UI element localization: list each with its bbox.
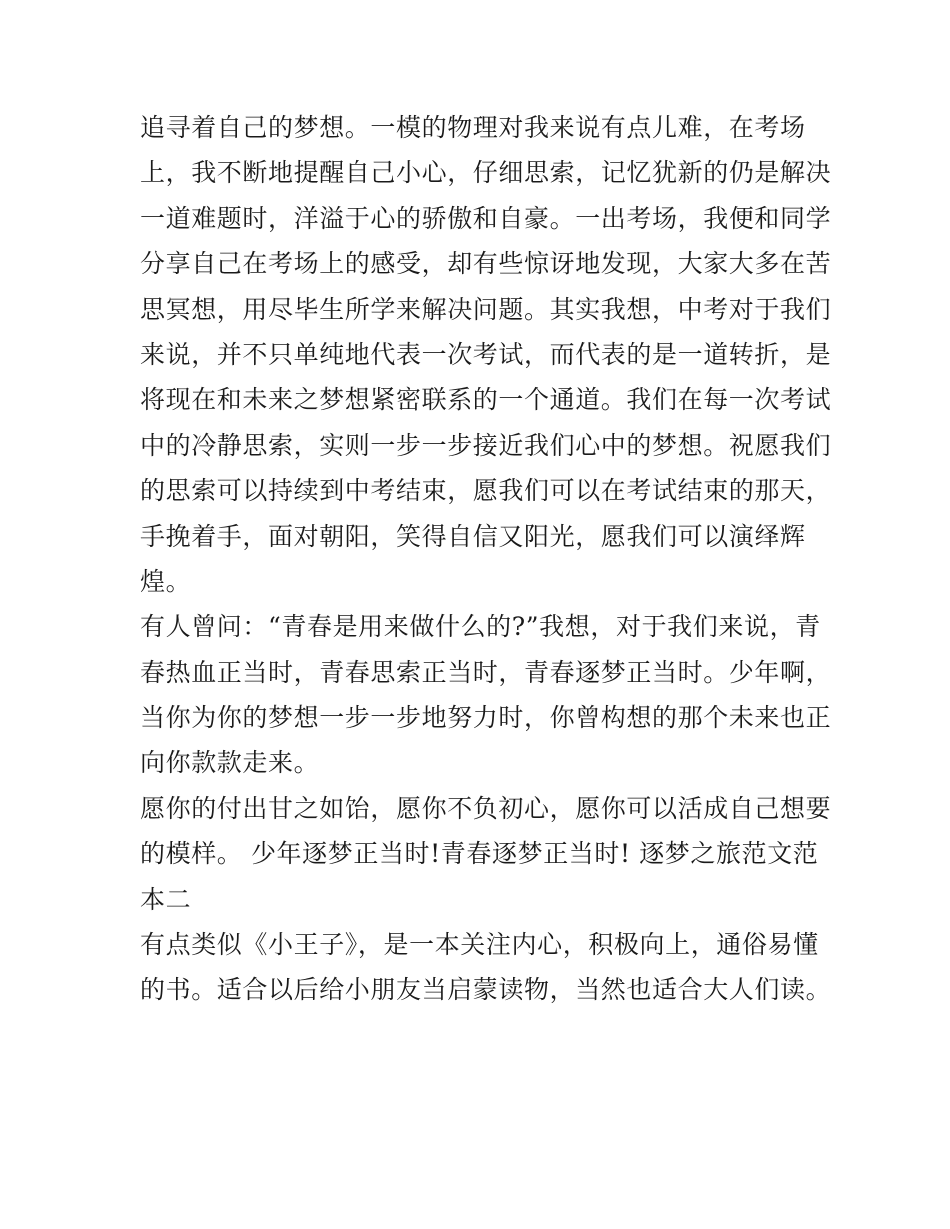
text-line: 本二 (140, 884, 192, 914)
text-line: 将现在和未来之梦想紧密联系的一个通道。我们在每一次考试 (140, 385, 832, 415)
text-line: 的书。适合以后给小朋友当启蒙读物，当然也适合大人们读。 (140, 975, 832, 1005)
text-line: 有点类似《小王子》，是一本关注内心，积极向上，通俗易懂 (140, 930, 819, 960)
text-line: 来说，并不只单纯地代表一次考试，而代表的是一道转折，是 (140, 339, 832, 369)
text-line: 中的冷静思索，实则一步一步接近我们心中的梦想。祝愿我们 (140, 430, 832, 460)
text-line: 上，我不断地提醒自己小心，仔细思索，记忆犹新的仍是解决 (140, 158, 832, 188)
text-line: 春热血正当时，青春思索正当时，青春逐梦正当时。少年啊， (140, 657, 832, 687)
text-line: 一道难题时，洋溢于心的骄傲和自豪。一出考场，我便和同学 (140, 203, 832, 233)
text-line: 追寻着自己的梦想。一模的物理对我来说有点儿难，在考场 (140, 113, 806, 142)
text-line: 的思索可以持续到中考结束，愿我们可以在考试结束的那天， (140, 476, 832, 506)
text-line: 当你为你的梦想一步一步地努力时，你曾构想的那个未来也正 (140, 703, 832, 733)
text-line: 手挽着手，面对朝阳，笑得自信又阳光，愿我们可以演绎辉 (140, 521, 806, 551)
text-line: 的模样。 少年逐梦正当时!青春逐梦正当时! 逐梦之旅范文范 (140, 839, 819, 869)
text-line: 愿你的付出甘之如饴，愿你不负初心，愿你可以活成自己想要 (140, 793, 832, 823)
text-line: 煌。 (140, 566, 192, 596)
text-line: 向你款款走来。 (140, 748, 320, 778)
document-body (140, 105, 832, 1013)
text-line: 思冥想，用尽毕生所学来解决问题。其实我想，中考对于我们 (140, 294, 832, 324)
text-line: 有人曾问：“青春是用来做什么的?”我想，对于我们来说，青 (140, 612, 821, 642)
text-line: 分享自己在考场上的感受，却有些惊讶地发现，大家大多在苦 (140, 249, 832, 279)
